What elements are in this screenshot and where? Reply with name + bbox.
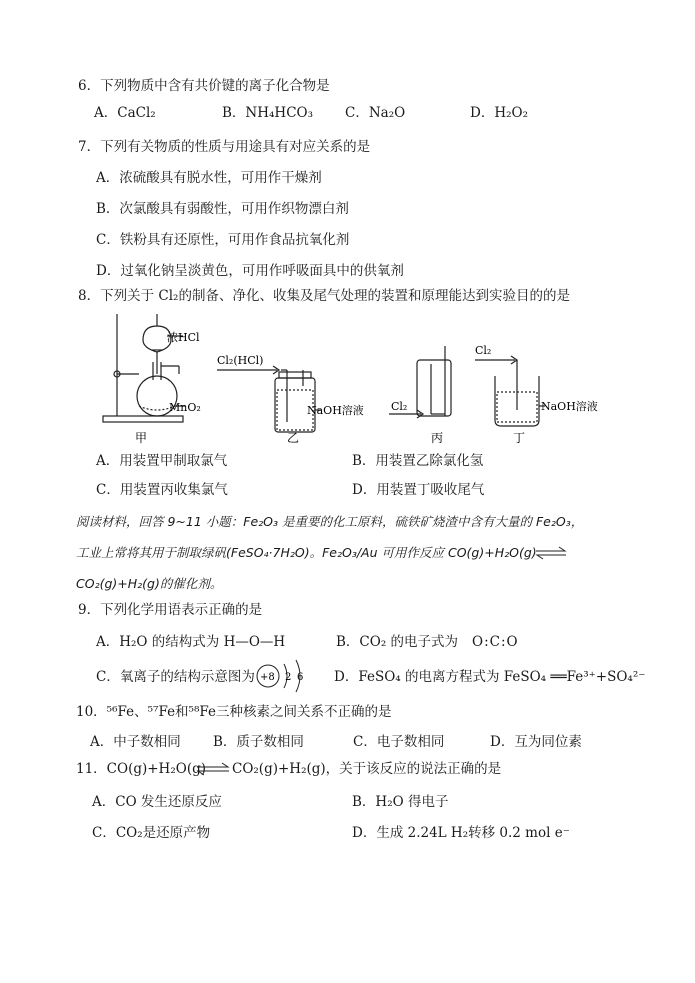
q9-stem: 9．下列化学用语表示正确的是	[78, 602, 263, 618]
reading-line-2: 工业上常将其用于制取绿矾(FeSO₄·7H₂O)。Fe₂O₃/Au 可用作反应 CO(g)+H₂O(g)	[76, 545, 537, 560]
q8-option-b: B．用装置乙除氯化氢	[352, 453, 484, 469]
nucleus-charge: +8	[260, 672, 275, 683]
jia-label: 甲	[135, 431, 148, 445]
equilibrium-arrow-icon	[535, 546, 567, 560]
q8-stem: 8．下列关于 Cl₂的制备、净化、收集及尾气处理的装置和原理能达到实验目的的是	[78, 288, 570, 304]
yi-input-label: Cl₂(HCl)	[217, 354, 264, 367]
reading-line-1: 阅读材料，回答 9~11 小题：Fe₂O₃ 是重要的化工原料，硫铁矿烧渣中含有大量的 Fe₂O₃，	[76, 514, 584, 529]
jia-mno2-label: MnO₂	[169, 401, 201, 414]
q7-stem: 7．下列有关物质的性质与用途具有对应关系的是	[78, 139, 371, 155]
q6-option-a: A．CaCl₂	[94, 105, 156, 121]
q7-option-b: B．次氯酸具有弱酸性，可用作织物漂白剂	[96, 201, 349, 217]
q11-option-a: A．CO 发生还原反应	[92, 794, 222, 810]
jia-hcl-label: 浓HCl	[167, 331, 200, 344]
q10-option-b: B．质子数相同	[213, 734, 304, 750]
q6-option-c: C．Na₂O	[345, 105, 406, 121]
ding-input-label: Cl₂	[475, 344, 492, 357]
ding-label: 丁	[513, 431, 526, 445]
yi-label: 乙	[287, 431, 300, 445]
ding-liquid-label: NaOH溶液	[541, 400, 598, 413]
q10-option-d: D．互为同位素	[490, 734, 582, 750]
q8-option-c: C．用装置丙收集氯气	[96, 482, 228, 498]
reading-line-3: CO₂(g)+H₂(g)的催化剂。	[76, 576, 223, 591]
bing-input-label: Cl₂	[391, 400, 408, 413]
q9-option-b: B．CO₂ 的电子式为	[336, 634, 459, 650]
q6-stem: 6．下列物质中含有共价键的离子化合物是	[78, 78, 330, 94]
q6-option-b: B．NH₄HCO₃	[222, 105, 313, 121]
q7-option-c: C．铁粉具有还原性，可用作食品抗氧化剂	[96, 232, 350, 248]
q7-option-d: D．过氧化钠呈淡黄色，可用作呼吸面具中的供氧剂	[96, 263, 404, 279]
q11-stem-right: CO₂(g)+H₂(g)，关于该反应的说法正确的是	[232, 761, 502, 777]
q11-option-d: D．生成 2.24L H₂转移 0.2 mol e⁻	[352, 825, 570, 841]
equilibrium-arrow-icon	[196, 762, 230, 776]
q9-option-b-formula: O:C:O	[472, 634, 519, 650]
shell-2-count: 6	[297, 672, 304, 683]
q6-option-d: D．H₂O₂	[470, 105, 528, 121]
q11-option-c: C．CO₂是还原产物	[92, 825, 211, 841]
q9-option-d: D．FeSO₄ 的电离方程式为 FeSO₄ ══Fe³⁺+SO₄²⁻	[334, 669, 646, 685]
oxygen-ion-diagram	[254, 656, 314, 696]
q8-option-d: D．用装置丁吸收尾气	[352, 482, 485, 498]
q8-apparatus-figure	[95, 310, 615, 450]
q7-option-a: A．浓硫酸具有脱水性，可用作干燥剂	[96, 170, 322, 186]
yi-liquid-label: NaOH溶液	[307, 404, 364, 417]
q8-option-a: A．用装置甲制取氯气	[96, 453, 228, 469]
q9-option-a: A．H₂O 的结构式为 H—O—H	[96, 634, 286, 650]
q9-option-c: C．氧离子的结构示意图为	[96, 669, 255, 685]
bing-label: 丙	[431, 431, 444, 445]
shell-1-count: 2	[285, 672, 292, 683]
q10-option-a: A．中子数相同	[90, 734, 181, 750]
q11-stem-left: 11．CO(g)+H₂O(g)	[76, 761, 206, 777]
q10-option-c: C．电子数相同	[353, 734, 445, 750]
q11-option-b: B．H₂O 得电子	[352, 794, 449, 810]
q10-stem: 10．⁵⁶Fe、⁵⁷Fe和⁵⁸Fe三种核素之间关系不正确的是	[76, 704, 392, 720]
